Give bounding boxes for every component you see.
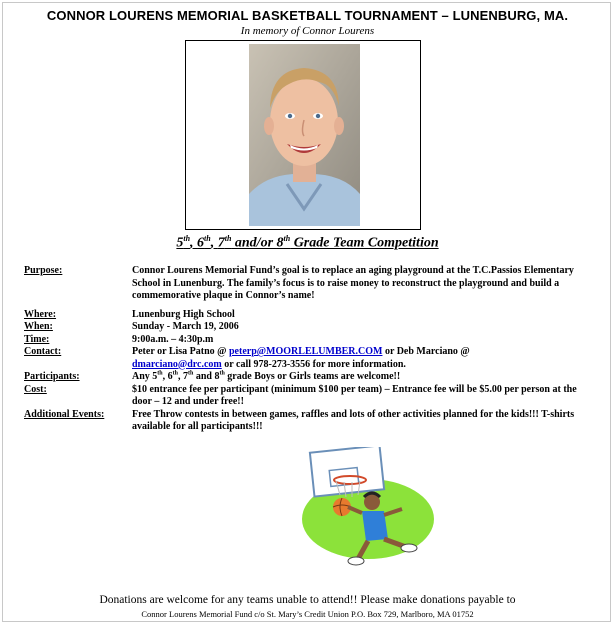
cost-text: $10 entrance fee per participant (minimum $100 per team) – Entrance fee will be $5.00 per person at the door – 12 and under free!! (132, 383, 577, 407)
contact-row (24, 346, 594, 371)
where-row (24, 309, 594, 322)
participants-text: Any 5th, 6th, 7th and 8th grade Boys or Girls teams are welcome!! (132, 370, 401, 382)
purpose-text: Connor Lourens Memorial Fund’s goal is to replace an aging playground at the T.C.Passios Elementary School in Lunenburg. The family’s focus is to raise money to reconstruct the playground and build a commemorative plaque in Connor’s name! (132, 265, 574, 301)
purpose-row (24, 265, 594, 303)
donation-note: Donations are welcome for any teams unable to attend!! Please make donations payable to (99, 594, 516, 606)
purpose-label: Purpose: (24, 265, 63, 276)
donation-address: Connor Lourens Memorial Fund c/o St. Mary’s Credit Union P.O. Box 729, Marlboro, MA 01752 (141, 609, 474, 619)
participants-row (24, 371, 594, 384)
where-text: Lunenburg High School (132, 308, 235, 320)
when-label: When: (24, 321, 53, 332)
email-link-peter[interactable]: peterp@MOORLELUMBER.COM (228, 346, 383, 357)
time-text: 9:00a.m. – 4:30p.m (132, 333, 214, 345)
when-row (24, 321, 594, 334)
page-title: CONNOR LOURENS MEMORIAL BASKETBALL TOURNAMENT – LUNENBURG, MA. (46, 8, 569, 23)
memory-subtitle: In memory of Connor Lourens (240, 25, 375, 37)
cost-row (24, 384, 594, 409)
time-row (24, 334, 594, 347)
email-link-deb[interactable]: dmarciano@drc.com (132, 358, 222, 370)
when-text: Sunday - March 19, 2006 (132, 321, 239, 332)
photo-frame (185, 40, 421, 230)
time-label: Time: (24, 333, 50, 345)
event-details (24, 265, 594, 434)
contact-text: Peter or Lisa Patno @ peterp@MOORLELUMBER.COM or Deb Marciano @ dmarciano@drc.com or call 978-273-3556 for more information. (132, 346, 470, 370)
contact-label: Contact: (24, 346, 62, 357)
where-label: Where: (24, 308, 57, 320)
participants-label: Participants: (24, 371, 80, 382)
basketball-player-clipart (290, 447, 440, 572)
boy-portrait-photo (249, 44, 360, 226)
additional-events-row (24, 409, 594, 434)
additional-events-label: Additional Events: (24, 408, 105, 420)
competition-heading: 5th, 6th, 7th and/or 8th Grade Team Competition (176, 234, 439, 251)
additional-events-text: Free Throw contests in between games, raffles and lots of other activities planned for the kids!!! T-shirts available for all participants!!! (132, 408, 575, 432)
cost-label: Cost: (24, 383, 47, 395)
